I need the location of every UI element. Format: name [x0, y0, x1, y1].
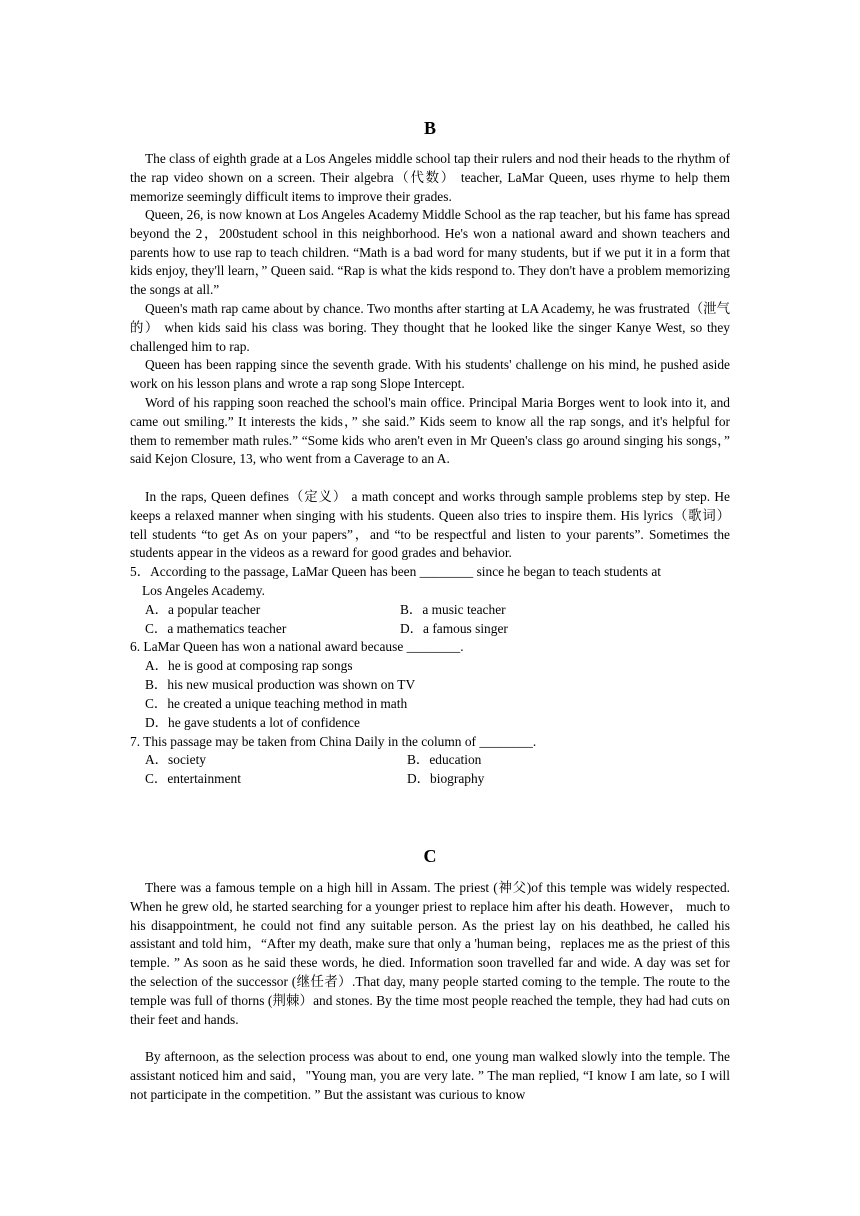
section-b-paragraph-2: Queen, 26, is now known at Los Angeles Academy Middle School as the rap teacher, but his fame has spread beyond the 2，200student school in this neighborhood. He's won a national award and shown teachers and parents how to use rap to teach children. “Math is a bad word for many students, but if we put it in a form that kids enjoy, they'll learn，” Queen said. “Rap is what the kids respond to. They don't have a problem memorizing the songs at all.” — [130, 207, 730, 298]
section-b-paragraph-5: Word of his rapping soon reached the school's main office. Principal Maria Borges went to look into it, and came out smiling.” It interests the kids，” she said.” Kids seem to know all the rap songs, and it's helpful for them to remember math rules.” “Some kids who aren't even in Mr Queen's class go around singing his songs，” said Kejon Closure, 13, who went from a Caverage to an A. — [130, 395, 730, 467]
section-b-heading: B — [423, 118, 436, 138]
question-5-option-c: C．a mathematics teacher — [145, 621, 287, 636]
question-6-stem: 6. LaMar Queen has won a national award because ________. — [130, 639, 464, 654]
section-b-paragraph-1: The class of eighth grade at a Los Angeles middle school tap their rulers and nod their heads to the rhythm of the rap video shown on a screen. Their algebra（代数） teacher, LaMar Queen, uses rhyme to help them memorize seemingly difficult items to improve their grades. — [130, 151, 730, 204]
section-c-paragraph-1: There was a famous temple on a high hill in Assam. The priest (神父)of this temple was widely respected. When he grew old, he started searching for a younger priest to replace him after his death. However， much to his disappointment, he could not find any suitable person. As the priest lay on his deathbed, he called his assistant and told him，“After my death, make sure that only a 'human being，replaces me as the priest of this temple. ” As soon as he said these words, he died. Information soon travelled far and wide. A day was set for the selection of the successor (继任者）.That day, many people started coming to the temple. The route to the temple was full of thorns (荆棘）and stones. By the time most people reached the temple, they had had cuts on their feet and hands. — [130, 880, 730, 1027]
section-b-paragraph-6: In the raps, Queen defines（定义） a math concept and works through sample problems step by step. He keeps a relaxed manner when singing with his students. Queen also tries to inspire them. His lyrics（歌词） tell students “to get As on your papers”，and “to be respectful and listen to your parents”. Sometimes the students appear in the videos as a reward for good grades and behavior. — [130, 489, 730, 561]
section-c-paragraph-2: By afternoon, as the selection process was about to end, one young man walked slowly into the temple. The assistant noticed him and said，"Young man, you are very late. ” The man replied, “I know I am late, so I will not participate in the competition. ” But the assistant was curious to know — [130, 1049, 730, 1102]
question-6-option-c: C．he created a unique teaching method in math — [145, 696, 408, 711]
question-5 — [130, 563, 730, 601]
question-5-option-d: D．a famous singer — [400, 621, 508, 636]
question-6-option-a: A．he is good at composing rap songs — [145, 658, 353, 673]
section-b-paragraph-4: Queen has been rapping since the seventh grade. With his students' challenge on his mind, he pushed aside work on his lesson plans and wrote a rap song Slope Intercept. — [130, 357, 730, 391]
question-5-stem: 5．According to the passage, LaMar Queen has been ________ since he began to teach students at — [130, 564, 661, 579]
question-7-option-d: D．biography — [407, 771, 485, 786]
section-b-paragraph-3: Queen's math rap came about by chance. Two months after starting at LA Academy, he was frustrated（泄气的） when kids said his class was boring. They thought that he looked like the singer Kanye West, so they challenged him to rap. — [130, 301, 730, 354]
question-5-stem-continued: Los Angeles Academy. — [142, 582, 265, 598]
question-7-option-b: B．education — [407, 752, 482, 767]
question-7-stem: 7. This passage may be taken from China Daily in the column of ________. — [130, 734, 537, 749]
question-7-option-a: A．society — [145, 752, 206, 767]
question-5-option-a: A．a popular teacher — [145, 602, 261, 617]
question-7-option-c: C．entertainment — [145, 771, 241, 786]
question-5-option-b: B．a music teacher — [400, 602, 506, 617]
section-c-heading: C — [423, 846, 437, 866]
question-6-option-d: D．he gave students a lot of confidence — [145, 715, 360, 730]
question-6-option-b: B．his new musical production was shown on TV — [145, 677, 416, 692]
